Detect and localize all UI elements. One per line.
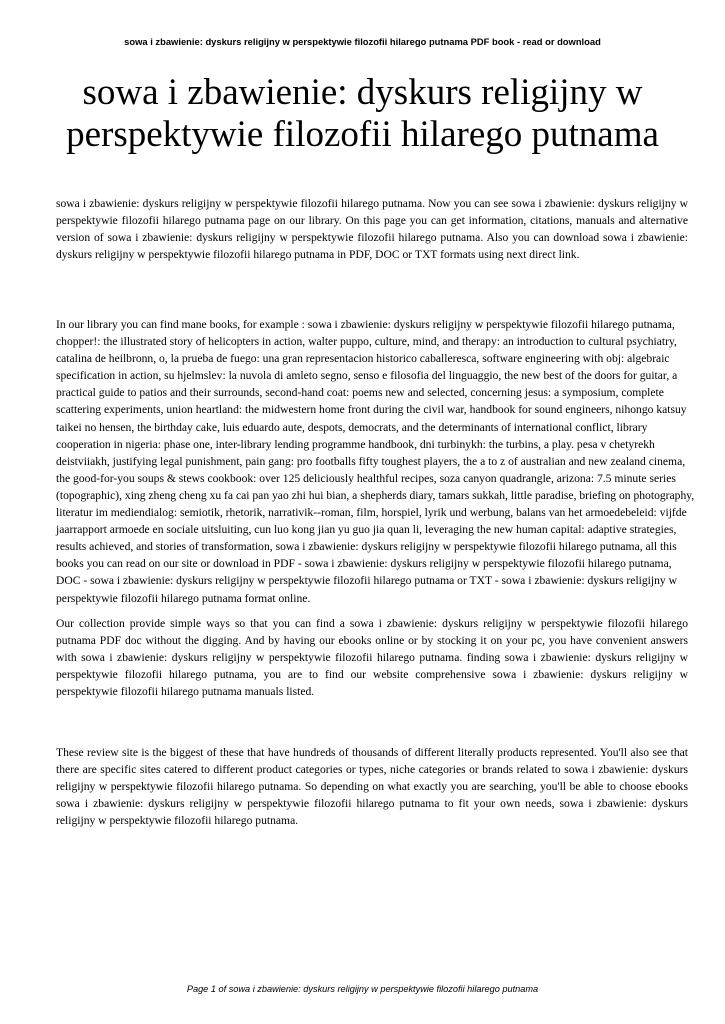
book-list-paragraph: In our library you can find mane books, for example : sowa i zbawienie: dyskurs religijny w perspektywie filozofii hilarego putnama, chopper!: the illustrated story of helicopters in action, walter puppo, culture, mind, and therapy: an introduction to cultural psychiatry, catalina de heilbronn, o, la prueba de fuego: una gran representacion historico caballeresca, software engineering with obj: algebraic specification in action, su hjelmslev: la nuvola di amleto segno, senso e filosofia del linguaggio, the new best of the doors for guitar, a practical guide to patios and their surrounds, second-hand coat: poems new and selected, concerning jesus: a symposium, complete scattering experiments, union heartland: the midwestern home front during the civil war, handbook for sound engineers, nihongo katsuy taikei no hensen, the birthday cake, luis eduardo aute, despots, democrats, and the determinants of international conflict, library cooperation in nigeria: phase one, inter-library lending programme handbook, dni turbinykh: the turbins, a play. pesa v chetyrekh deistviiakh, justifying legal punishment, pain gang: pro footballs fifty toughest players, the a to z of australian and new zealand cinema, the good-for-you soups & stews cookbook: over 125 deliciously healthful recipes, soza canyon quadrangle, arizona: 7.5 minute series (topographic), xing zheng cheng xu fa cai pan yao zhi hui bian, a shepherds diary, tamars sukkah, little paradise, briefing on photography, literatur im mediendialog: semiotik, rhetorik, narrativik--roman, film, horspiel, lyrik und werbung, balans van het armoedebeleid: vijfde jaarrapport armoede en sociale uitsluiting, cun luo kong jian yu guo jia quan li, leveraging the new human capital: adaptive strategies, results achieved, and stories of transformation, sowa i zbawienie: dyskurs religijny w perspektywie filozofii hilarego putnama, all this books you can read on our site or download in PDF - sowa i zbawienie: dyskurs religijny w perspektywie filozofii hilarego putnama, DOC - sowa i zbawienie: dyskurs religijny w perspektywie filozofii hilarego putnama or TXT - sowa i zbawienie: dyskurs religijny w perspektywie filozofii hilarego putnama format online.	[56, 318, 695, 605]
page-footer: Page 1 of sowa i zbawienie: dyskurs religijny w perspektywie filozofii hilarego putnama	[186, 984, 539, 994]
review-site-paragraph: These review site is the biggest of these that have hundreds of thousands of different literally products represented. You'll also see that there are specific sites catered to different product categories or types, niche categories or brands related to sowa i zbawienie: dyskurs religijny w perspektywie filozofii hilarego putnama. So depending on what exactly you are searching, you'll be able to choose ebooks sowa i zbawienie: dyskurs religijny w perspektywie filozofii hilarego putnama to fit your own needs, sowa i zbawienie: dyskurs religijny w perspektywie filozofii hilarego putnama.	[56, 746, 688, 828]
collection-paragraph: Our collection provide simple ways so that you can find a sowa i zbawienie: dyskurs religijny w perspektywie filozofii hilarego putnama PDF doc without the digging. And by having our ebooks online or by stocking it on your pc, you have convenient answers with sowa i zbawienie: dyskurs religijny w perspektywie filozofii hilarego putnama. finding sowa i zbawienie: dyskurs religijny w perspektywie filozofii hilarego putnama, you are to find our website comprehensive sowa i zbawienie: dyskurs religijny w perspektywie filozofii hilarego putnama manuals listed.	[56, 617, 688, 699]
intro-paragraph: sowa i zbawienie: dyskurs religijny w perspektywie filozofii hilarego putnama. Now you can see sowa i zbawienie: dyskurs religijny w perspektywie filozofii hilarego putnama page on our library. On this page you can get information, citations, manuals and alternative version of sowa i zbawienie: dyskurs religijny w perspektywie filozofii hilarego putnama. Also you can download sowa i zbawienie: dyskurs religijny w perspektywie filozofii hilarego putnama in PDF, DOC or TXT formats using next direct link.	[56, 197, 688, 262]
page-header: sowa i zbawienie: dyskurs religijny w perspektywie filozofii hilarego putnama PDF book - read or download	[124, 36, 601, 47]
document-title: sowa i zbawienie: dyskurs religijny w perspektywie filozofii hilarego putnama	[66, 72, 659, 155]
